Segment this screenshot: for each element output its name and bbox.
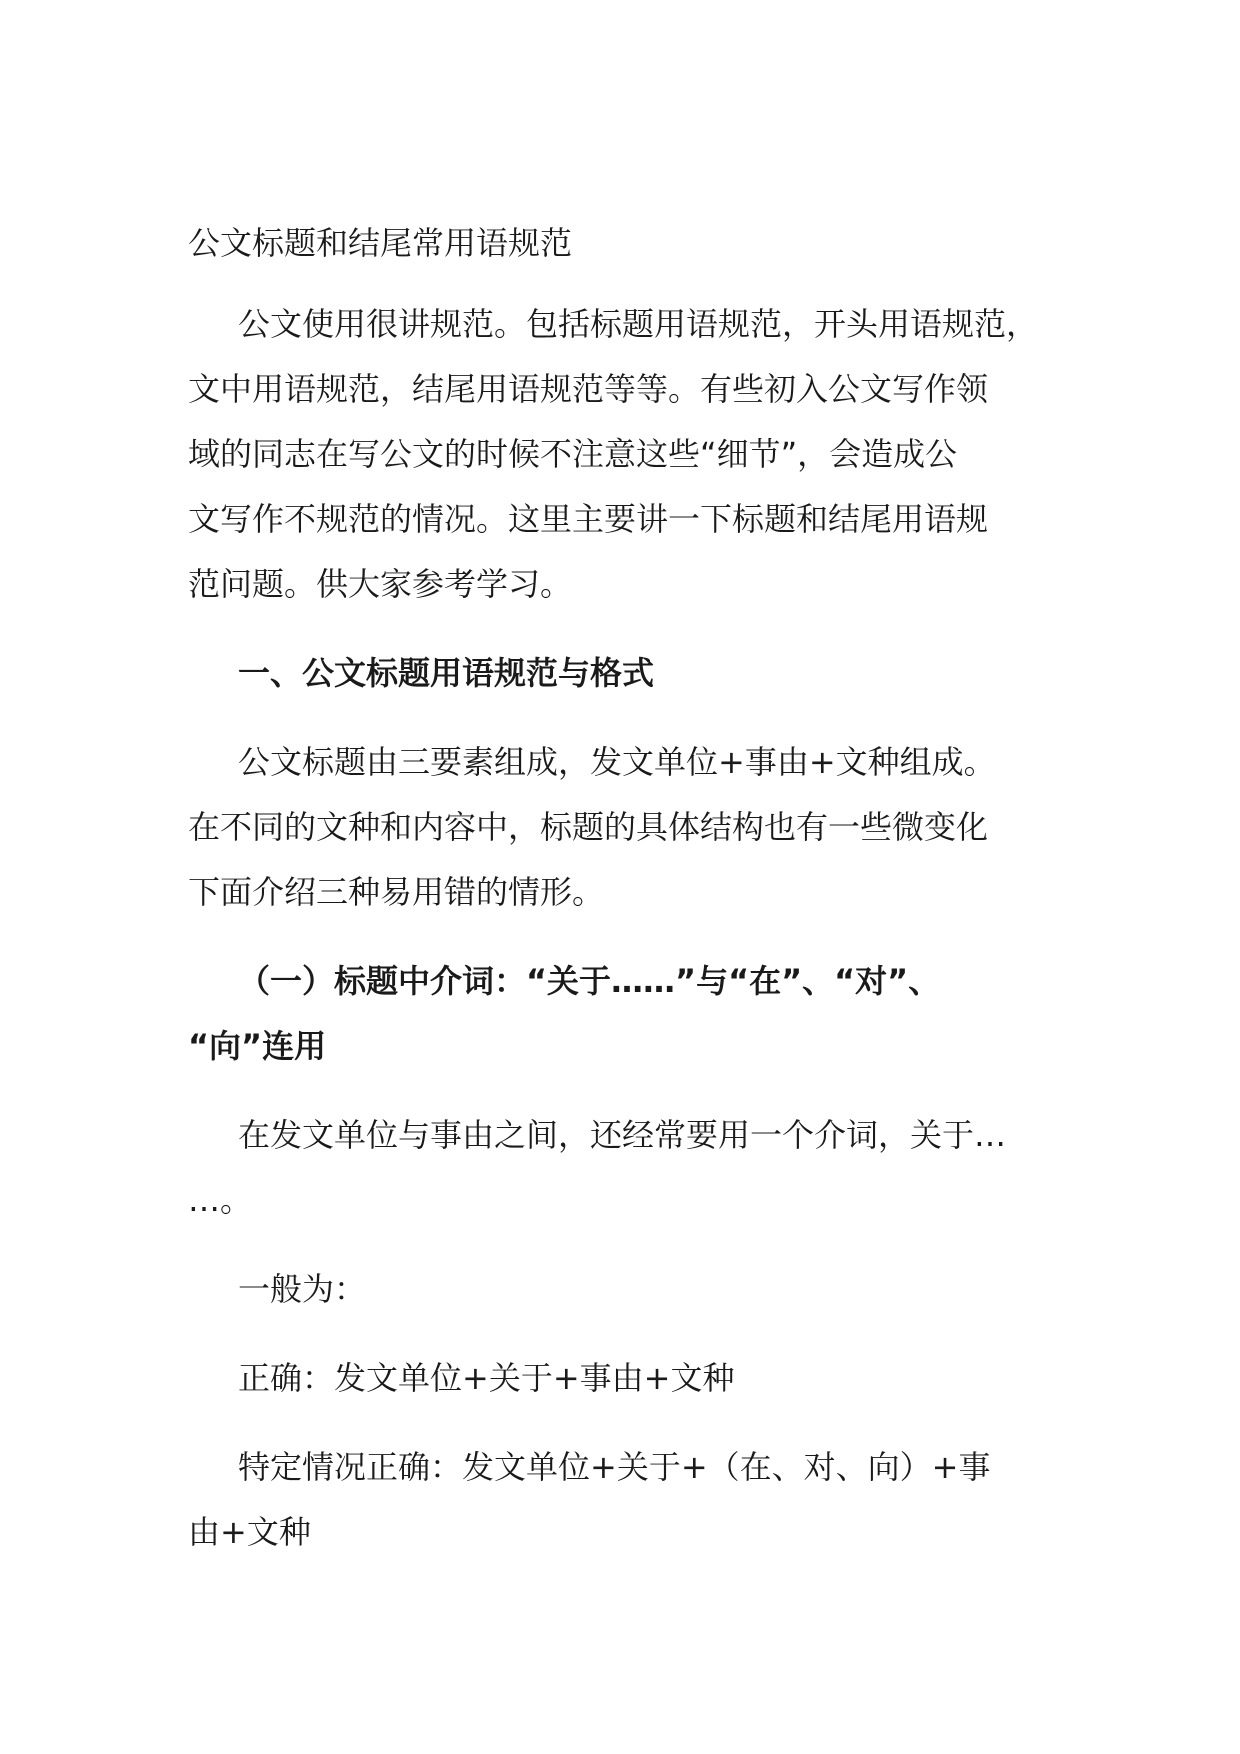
- document-title: 公文标题和结尾常用语规范: [188, 224, 573, 262]
- text-line: 公文使用很讲规范。包括标题用语规范，开头用语规范，: [238, 305, 1039, 343]
- heading-line: “向”连用: [188, 1027, 327, 1065]
- text-line: 范问题。供大家参考学习。: [188, 565, 573, 603]
- preposition-paragraph: [188, 1103, 1088, 1233]
- heading-line: （一）标题中介词：“关于……”与“在”、“对”、: [238, 962, 941, 1000]
- text-line: 正确：发文单位+关于+事由+文种: [238, 1359, 735, 1397]
- text-line: 公文标题由三要素组成，发文单位+事由+文种组成。: [238, 743, 996, 781]
- text-line: 域的同志在写公文的时候不注意这些“细节”，会造成公: [188, 435, 958, 473]
- text-line: 在不同的文种和内容中，标题的具体结构也有一些微变化: [188, 808, 989, 846]
- text-line: …。: [188, 1181, 253, 1219]
- correct-form-paragraph: [188, 1346, 1088, 1411]
- title-elements-paragraph: [188, 730, 1088, 925]
- text-line: 特定情况正确：发文单位+关于+（在、对、向）+事: [238, 1448, 991, 1486]
- text-line: 由+文种: [188, 1513, 311, 1551]
- intro-paragraph: [188, 292, 1088, 617]
- general-paragraph: [188, 1257, 1088, 1322]
- subsection-heading-1: [188, 949, 1088, 1079]
- heading-line: 一、公文标题用语规范与格式: [238, 654, 655, 692]
- text-line: 文中用语规范，结尾用语规范等等。有些初入公文写作领: [188, 370, 989, 408]
- text-line: 一般为：: [238, 1270, 367, 1308]
- text-line: 在发文单位与事由之间，还经常要用一个介词，关于…: [238, 1116, 1007, 1154]
- text-line: 文写作不规范的情况。这里主要讲一下标题和结尾用语规: [188, 500, 989, 538]
- text-line: 下面介绍三种易用错的情形。: [188, 873, 605, 911]
- special-case-paragraph: [188, 1435, 1088, 1565]
- document-content: [188, 218, 1088, 1589]
- section-heading-1: [188, 641, 1088, 706]
